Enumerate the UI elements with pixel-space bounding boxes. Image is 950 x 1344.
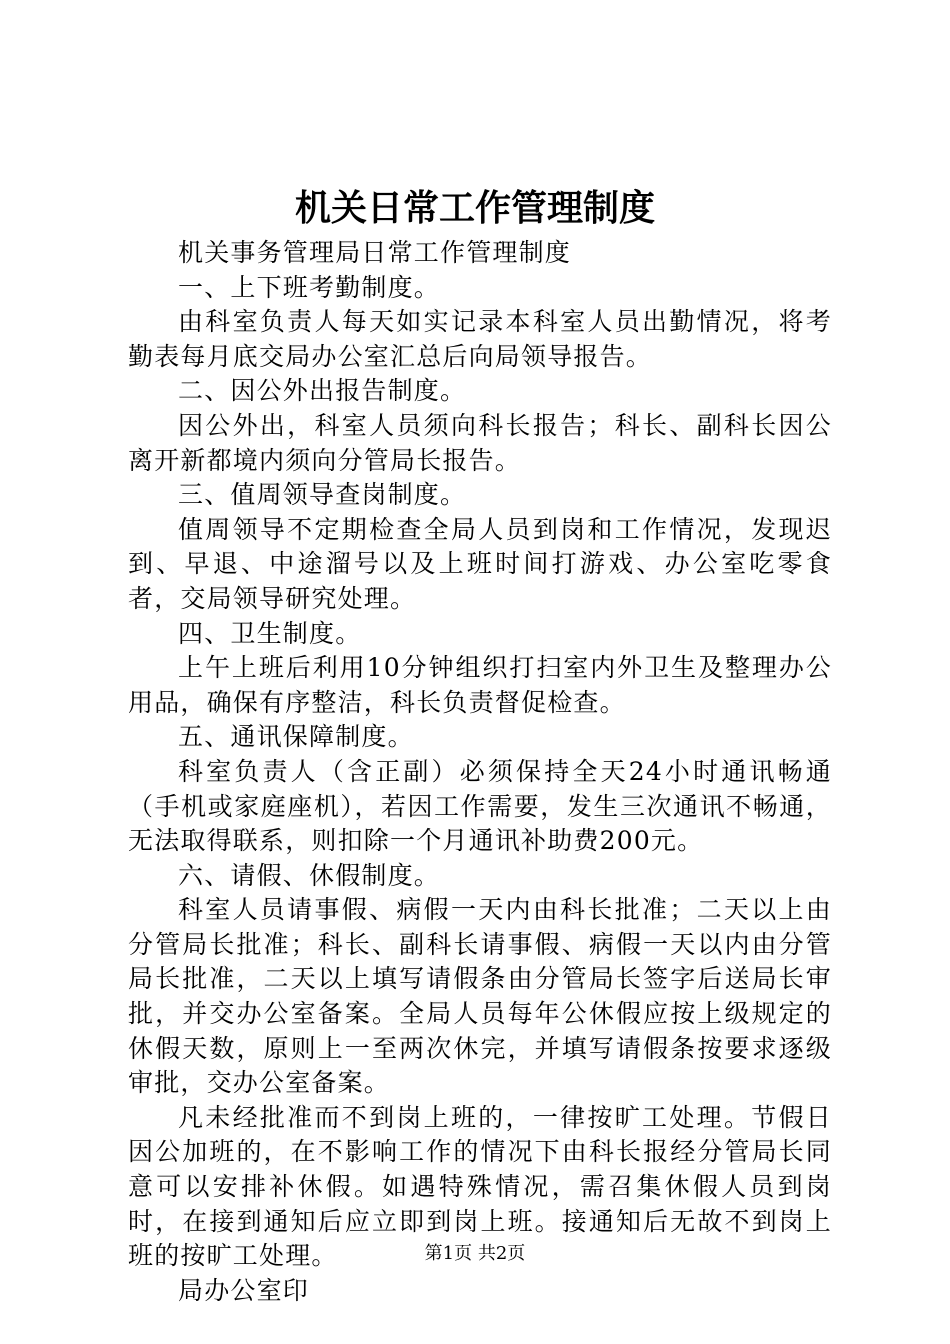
section-heading-duty-check: 三、值周领导查岗制度。	[178, 480, 467, 510]
section-heading-communication: 五、通讯保障制度。	[178, 722, 414, 752]
section-heading-hygiene: 四、卫生制度。	[178, 618, 362, 648]
page-footer: 第1页 共2页	[424, 1243, 526, 1264]
section-heading-attendance: 一、上下班考勤制度。	[178, 272, 441, 302]
paragraph-issuer: 局办公室印	[178, 1275, 310, 1305]
paragraph-leave: 科室人员请事假、病假一天内由科长批准；二天以上由分管局长批准；科长、副科长请事假、病假一天以内由分管局长批准，二天以上填写请假条由分管局长签字后送局长审批，并交办公室备案。全局人员每年公休假应按上级规定的休假天数，原则上一至两次休完，并填写请假条按要求逐级审批，交办公室备案。	[128, 895, 832, 1098]
paragraph-hygiene: 上午上班后利用10分钟组织打扫室内外卫生及整理办公用品，确保有序整洁，科长负责督促检查。	[128, 653, 832, 717]
document-title: 机关日常工作管理制度	[294, 187, 655, 229]
paragraph-business-trip: 因公外出，科室人员须向科长报告；科长、副科长因公离开新都境内须向分管局长报告。	[128, 410, 832, 475]
section-heading-leave: 六、请假、休假制度。	[178, 860, 441, 890]
paragraph-attendance: 由科室负责人每天如实记录本科室人员出勤情况，将考勤表每月底交局办公室汇总后向局领导报告。	[128, 307, 832, 371]
paragraph-communication: 科室负责人（含正副）必须保持全天24小时通讯畅通（手机或家庭座机），若因工作需要，发生三次通讯不畅通，无法取得联系，则扣除一个月通讯补助费200元。	[128, 756, 832, 856]
document-body	[128, 236, 832, 1308]
section-heading-business-trip: 二、因公外出报告制度。	[178, 376, 467, 406]
paragraph-subtitle: 机关事务管理局日常工作管理制度	[178, 238, 572, 267]
paragraph-absenteeism: 凡未经批准而不到岗上班的，一律按旷工处理。节假日因公加班的，在不影响工作的情况下由科长报经分管局长同意可以安排补休假。如遇特殊情况，需召集休假人员到岗时，在接到通知后应立即到岗上班。接通知后无故不到岗上班的按旷工处理。	[128, 1102, 832, 1271]
paragraph-duty-check: 值周领导不定期检查全局人员到岗和工作情况，发现迟到、早退、中途溜号以及上班时间打游戏、办公室吃零食者，交局领导研究处理。	[128, 514, 832, 613]
